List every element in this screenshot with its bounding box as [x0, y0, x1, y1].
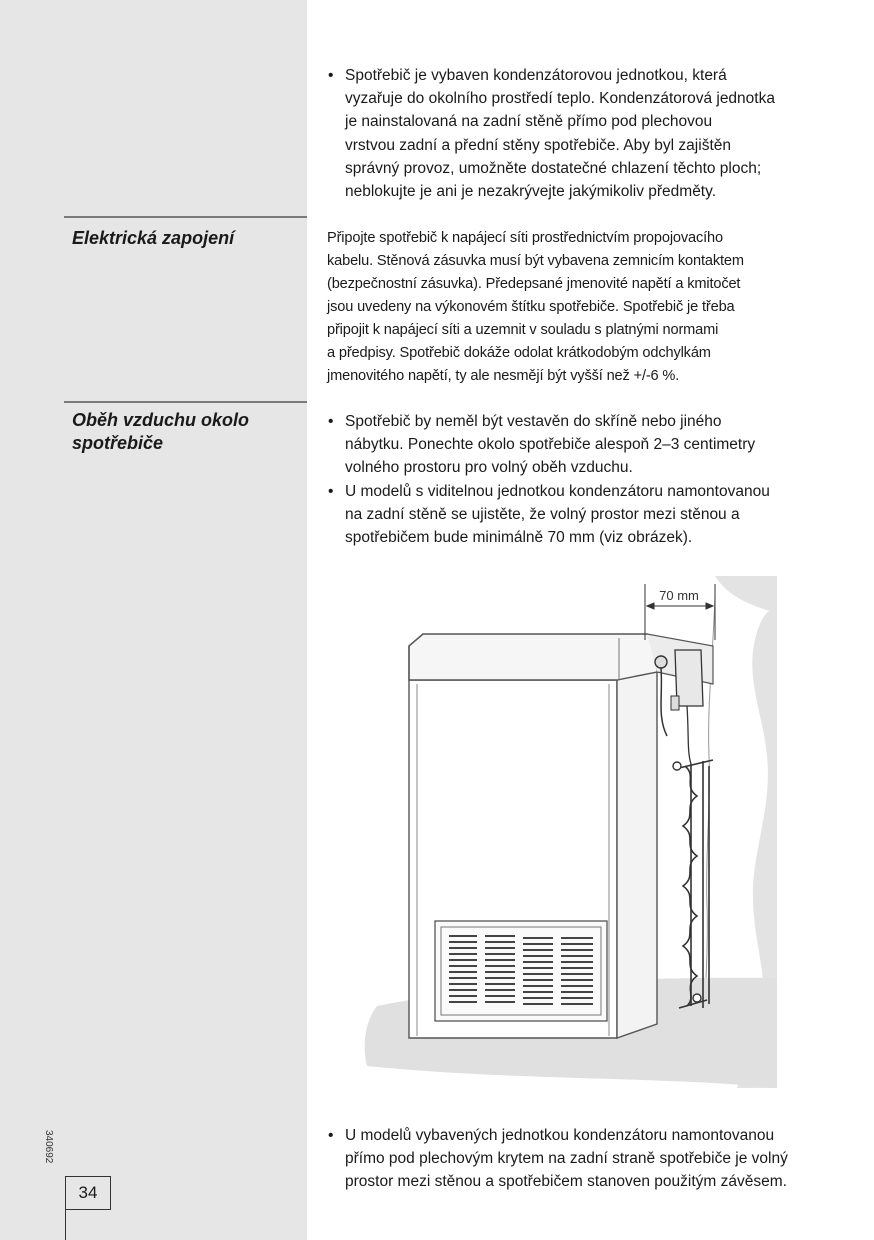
air-circulation-bullet-list — [326, 410, 770, 549]
document-code: 340692 — [43, 1130, 54, 1164]
hinge-bullet-list — [326, 1124, 788, 1194]
section-heading-electrical: Elektrická zapojení — [72, 228, 235, 248]
section-divider — [64, 401, 307, 403]
page-number-rule — [65, 1209, 66, 1240]
bullet-item: • U modelů s viditelnou jednotkou kondenzátoru namontovanou na zadní stěně se ujistěte, že volný prostor mezi stěnou a spotřebičem bude minimálně 70 mm (viz obrázek). — [326, 480, 770, 550]
condenser-coil — [679, 760, 713, 1008]
freezer-lid — [409, 634, 657, 680]
section-divider — [64, 216, 307, 218]
dimension-label: 70 mm — [659, 588, 699, 603]
bullet-item: • Spotřebič by neměl být vestavěn do skříně nebo jiného nábytku. Ponechte okolo spotřebiče alespoň 2–3 centimetry volného prostoru pro volný oběh vzduchu. — [326, 410, 770, 480]
freezer-illustration-svg — [357, 576, 777, 1088]
bullet-item: • Spotřebič je vybaven kondenzátorovou jednotkou, která vyzařuje do okolního prostředí teplo. Kondenzátorová jednotka je nainstalovaná na zadní stěně přímo pod plechovou vrstvou zadní a přední stěny spotřebiče. Aby byl zajištěn správný provoz, umožněte dostatečné chlazení těchto ploch; neblokujte je ani je nezakrývejte jakýmikoliv předměty. — [326, 64, 775, 203]
section-heading-air-circulation: Oběh vzduchu okolo spotřebiče — [72, 410, 250, 453]
bullet-item: • U modelů vybavených jednotkou kondenzátoru namontovanou přímo pod plechovým krytem na zadní straně spotřebiče je volný prostor mezi stěnou a spotřebičem stanoven použitým závěsem. — [326, 1124, 788, 1194]
intro-bullet-list — [326, 64, 775, 203]
freezer-side — [617, 666, 657, 1038]
electrical-paragraph: Připojte spotřebič k napájecí síti prostřednictvím propojovacího kabelu. Stěnová zásuvka musí být vybavena zemnicím kontaktem (bezpečnostní zásuvka). Předepsané jmenovité napětí a kmitočet jsou uvedeny na výkonovém štítku spotřebiče. Spotřebič je třeba připojit k napájecí síti a uzemnit v souladu s platnými normami a předpisy. Spotřebič dokáže odolat krátkodobým odchylkám jmenovitého napětí, ty ale nesmějí být vyšší než +/-6 %. — [327, 230, 744, 384]
page-number: 34 — [65, 1176, 111, 1210]
sidebar — [0, 0, 307, 1240]
freezer-clearance-illustration — [357, 576, 777, 1088]
